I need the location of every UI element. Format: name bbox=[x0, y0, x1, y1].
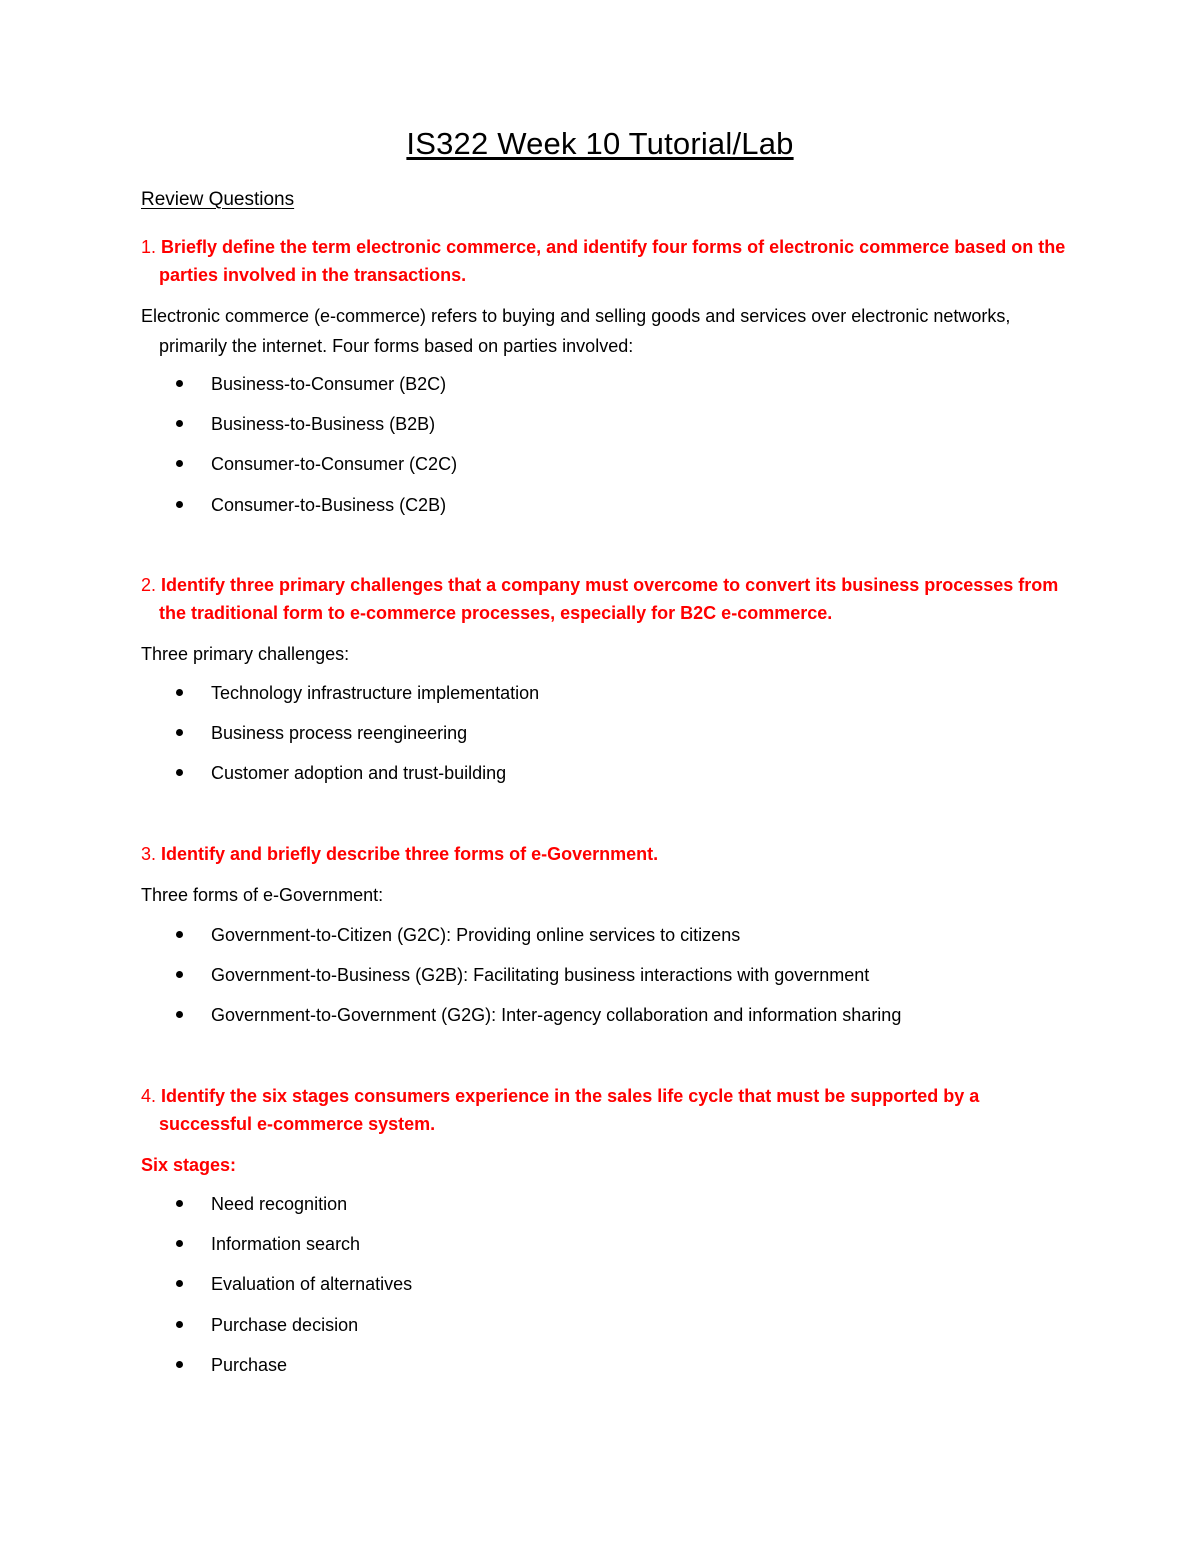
list-item: Business-to-Business (B2B) bbox=[0, 411, 457, 451]
bullet-icon bbox=[176, 460, 183, 467]
answer-4-list bbox=[0, 1191, 412, 1392]
list-item: Evaluation of alternatives bbox=[0, 1271, 412, 1311]
list-item: Government-to-Citizen (G2C): Providing online services to citizens bbox=[0, 922, 901, 962]
question-4 bbox=[141, 1082, 1071, 1138]
list-item: Business-to-Consumer (B2C) bbox=[0, 371, 457, 411]
question-text: Briefly define the term electronic commerce, and identify four forms of electronic commerce based on the parties involved in the transactions. bbox=[156, 237, 1066, 285]
document-title: IS322 Week 10 Tutorial/Lab bbox=[406, 126, 794, 161]
answer-3-text: Three forms of e-Government: bbox=[141, 885, 384, 905]
bullet-icon bbox=[176, 1280, 183, 1287]
question-2 bbox=[141, 571, 1071, 627]
answer-2-list bbox=[0, 680, 539, 801]
bullet-icon bbox=[176, 501, 183, 508]
list-item: Government-to-Government (G2G): Inter-agency collaboration and information sharing bbox=[0, 1002, 901, 1042]
list-item: Technology infrastructure implementation bbox=[0, 680, 539, 720]
question-3 bbox=[141, 840, 1071, 868]
bullet-icon bbox=[176, 1240, 183, 1247]
bullet-icon bbox=[176, 769, 183, 776]
bullet-icon bbox=[176, 689, 183, 696]
list-item: Consumer-to-Business (C2B) bbox=[0, 492, 457, 532]
bullet-icon bbox=[176, 420, 183, 427]
list-item: Government-to-Business (G2B): Facilitating business interactions with government bbox=[0, 962, 901, 1002]
question-text: Identify three primary challenges that a company must overcome to convert its business processes from the traditional form to e-commerce processes, especially for B2C e-commerce. bbox=[156, 575, 1059, 623]
list-item: Business process reengineering bbox=[0, 720, 539, 760]
question-number: 4. bbox=[141, 1086, 157, 1106]
bullet-icon bbox=[176, 1361, 183, 1368]
list-item: Purchase decision bbox=[0, 1312, 412, 1352]
question-number: 1. bbox=[141, 237, 157, 257]
list-item: Need recognition bbox=[0, 1191, 412, 1231]
bullet-icon bbox=[176, 729, 183, 736]
question-text: Identify and briefly describe three forms of e-Government. bbox=[156, 844, 659, 864]
bullet-icon bbox=[176, 1200, 183, 1207]
bullet-icon bbox=[176, 1321, 183, 1328]
list-item: Consumer-to-Consumer (C2C) bbox=[0, 451, 457, 491]
section-heading: Review Questions bbox=[141, 189, 295, 210]
question-text: Identify the six stages consumers experience in the sales life cycle that must be supported by a successful e-commerce system. bbox=[156, 1086, 980, 1134]
bullet-icon bbox=[176, 971, 183, 978]
bullet-icon bbox=[176, 380, 183, 387]
answer-3-list bbox=[0, 922, 901, 1043]
list-item: Purchase bbox=[0, 1352, 412, 1392]
bullet-icon bbox=[176, 931, 183, 938]
list-item: Customer adoption and trust-building bbox=[0, 760, 539, 800]
answer-2-text: Three primary challenges: bbox=[141, 644, 350, 664]
question-1 bbox=[141, 233, 1071, 289]
list-item: Information search bbox=[0, 1231, 412, 1271]
question-number: 2. bbox=[141, 575, 157, 595]
bullet-icon bbox=[176, 1011, 183, 1018]
answer-1-list bbox=[0, 371, 457, 532]
answer-4-text: Six stages: bbox=[141, 1155, 237, 1175]
question-number: 3. bbox=[141, 844, 157, 864]
answer-1-text: Electronic commerce (e-commerce) refers to buying and selling goods and services over electronic networks, primarily the internet. Four forms based on parties involved: bbox=[141, 306, 1011, 356]
